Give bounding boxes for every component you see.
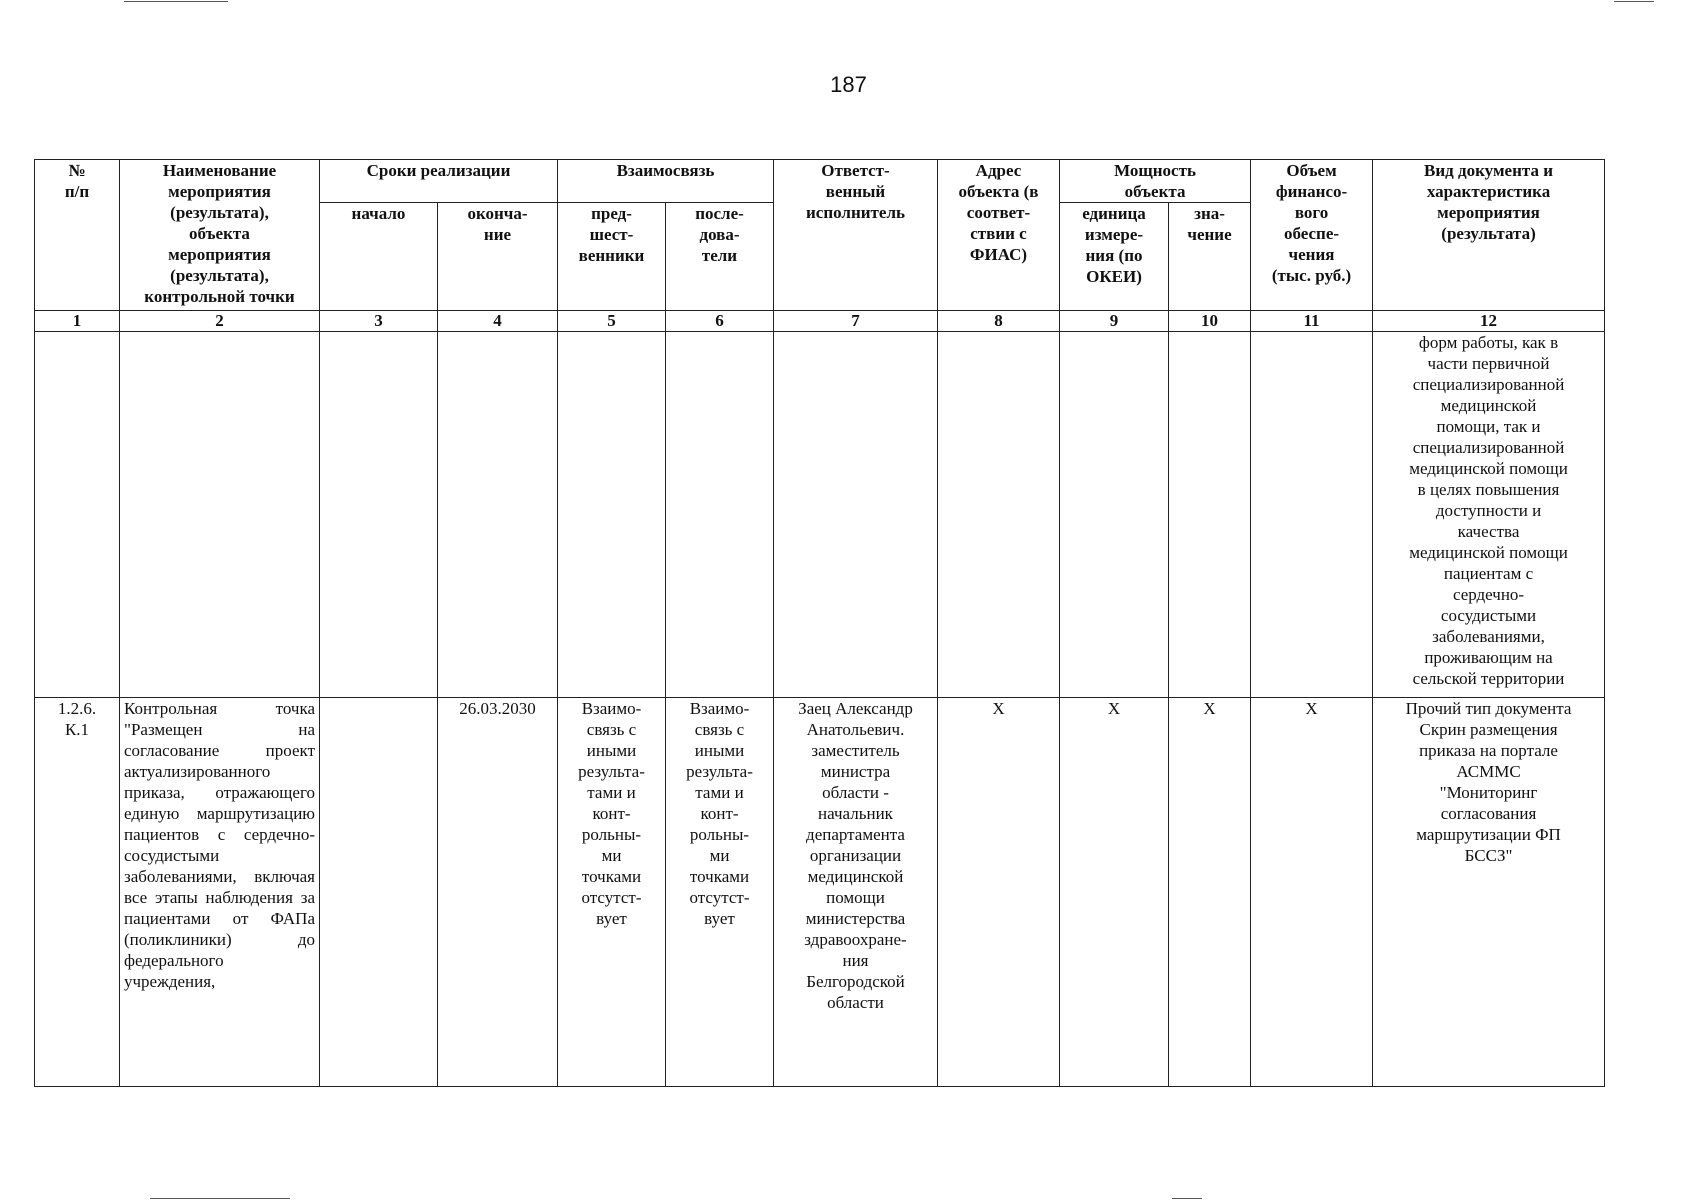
table-row-continuation xyxy=(35,332,1605,698)
table-cell xyxy=(120,332,320,698)
table-cell xyxy=(1251,332,1373,698)
column-number: 10 xyxy=(1169,311,1251,332)
header-terms: Сроки реализации xyxy=(320,160,558,203)
header-unit: единица измере- ния (по ОКЕИ) xyxy=(1060,203,1169,311)
header-value: зна- чение xyxy=(1169,203,1251,311)
cell-finance: X xyxy=(1251,698,1373,1087)
table-cell xyxy=(774,332,938,698)
column-number: 12 xyxy=(1373,311,1605,332)
table-cell xyxy=(1060,332,1169,698)
header-num: № п/п xyxy=(35,160,120,311)
cell-responsible: Заец Александр Анатольевич. заместитель министра области - начальник департамента организации медицинской помощи министерства здравоохране- ния Белгородской области xyxy=(774,698,938,1087)
header-address: Адрес объекта (в соответ- ствии с ФИАС) xyxy=(938,160,1060,311)
column-number-row xyxy=(35,311,1605,332)
scan-mark-bottom-right xyxy=(1172,1198,1202,1199)
table-cell xyxy=(320,332,438,698)
column-number: 8 xyxy=(938,311,1060,332)
scan-mark-top-right xyxy=(1614,1,1654,2)
cell-value: X xyxy=(1169,698,1251,1087)
cell-predecessors: Взаимо- связь с иными результа- тами и конт- рольны- ми точками отсутст- вует xyxy=(558,698,666,1087)
table-cell xyxy=(438,332,558,698)
column-number: 6 xyxy=(666,311,774,332)
column-number: 2 xyxy=(120,311,320,332)
cell-address: X xyxy=(938,698,1060,1087)
header-successors: после- дова- тели xyxy=(666,203,774,311)
cell-end: 26.03.2030 xyxy=(438,698,558,1087)
column-number: 9 xyxy=(1060,311,1169,332)
header-end: оконча- ние xyxy=(438,203,558,311)
table-cell xyxy=(558,332,666,698)
header-name: Наименование мероприятия (результата), объекта мероприятия (результата), контрольной точки xyxy=(120,160,320,311)
cell-doc-type: Прочий тип документа Скрин размещения приказа на портале АСММС "Мониторинг согласования маршрутизации ФП БССЗ" xyxy=(1373,698,1605,1087)
column-number: 11 xyxy=(1251,311,1373,332)
header-finance: Объем финансо- вого обеспе- чения (тыс. руб.) xyxy=(1251,160,1373,311)
header-doc-type: Вид документа и характеристика мероприятия (результата) xyxy=(1373,160,1605,311)
cell-doc-type-continuation: форм работы, как в части первичной специализированной медицинской помощи, так и специализированной медицинской помощи в целях повышения доступности и качества медицинской помощи пациентам с сердечно- сосудистыми заболеваниями, проживающим на сельской территории xyxy=(1373,332,1605,698)
cell-name: Контрольная точка "Размещен на согласование проект актуализированного приказа, отражающего единую маршрутизацию пациентов с сердечно-сосудистыми заболеваниями, включая все этапы наблюдения за пациентами от ФАПа (поликлиники) до федерального учреждения, xyxy=(120,698,320,1087)
header-responsible: Ответст- венный исполнитель xyxy=(774,160,938,311)
measures-table xyxy=(34,159,1605,1087)
header-relation: Взаимосвязь xyxy=(558,160,774,203)
header-start: начало xyxy=(320,203,438,311)
header-predecessors: пред- шест- венники xyxy=(558,203,666,311)
table-cell xyxy=(666,332,774,698)
table-row xyxy=(35,698,1605,1087)
cell-successors: Взаимо- связь с иными результа- тами и конт- рольны- ми точками отсутст- вует xyxy=(666,698,774,1087)
table-cell xyxy=(938,332,1060,698)
header-row-1 xyxy=(35,160,1605,203)
scan-mark-top-left xyxy=(124,1,228,2)
cell-start xyxy=(320,698,438,1087)
column-number: 5 xyxy=(558,311,666,332)
cell-num: 1.2.6. К.1 xyxy=(35,698,120,1087)
page-number: 187 xyxy=(830,72,867,97)
column-number: 1 xyxy=(35,311,120,332)
column-number: 7 xyxy=(774,311,938,332)
column-number: 4 xyxy=(438,311,558,332)
table-cell xyxy=(1169,332,1251,698)
cell-unit: X xyxy=(1060,698,1169,1087)
scan-mark-bottom-left xyxy=(150,1198,290,1199)
header-capacity: Мощность объекта xyxy=(1060,160,1251,203)
table-cell xyxy=(35,332,120,698)
column-number: 3 xyxy=(320,311,438,332)
